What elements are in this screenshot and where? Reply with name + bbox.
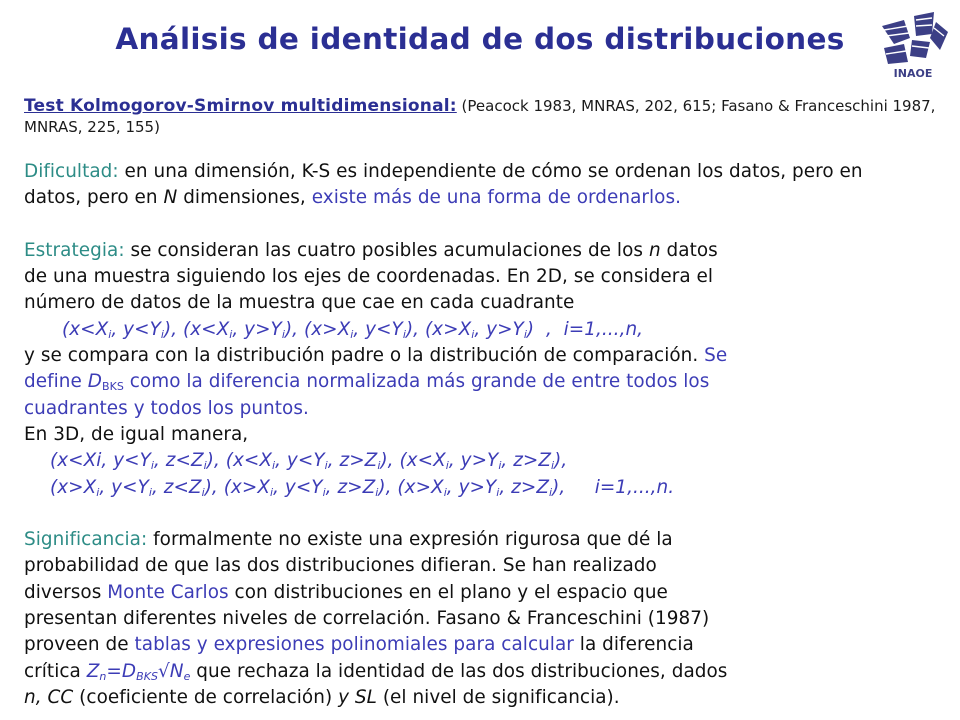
ks-reference	[24, 96, 944, 138]
logo-text: INAOE	[893, 67, 933, 80]
estrategia-line-5: y se compara con la distribución padre o la distribución de comparación. Se	[24, 345, 728, 367]
estrategia-line-7: cuadrantes y todos los puntos.	[24, 397, 309, 419]
significancia-label: Significancia:	[24, 529, 148, 551]
estrategia-line-3: número de datos de la muestra que cae en cada cuadrante	[24, 292, 575, 314]
ks-citation: (Peacock 1983, MNRAS, 202, 615; Fasano & Franceschini 1987, MNRAS, 225, 155)	[24, 97, 936, 136]
significancia-line-3: diversos Monte Carlos con distribuciones en el plano y el espacio que	[24, 581, 668, 603]
equation-2d: ($x<X_i$, $y<Y_i$), ($x<X_i$, $y>Y_i$), ($x>X_i$, $y<Y_i$), ($x>X_i$, $y>Y_i$) , i=1,...,n,	[62, 318, 644, 341]
estrategia-label: Estrategia:	[24, 239, 125, 261]
estrategia-line-1: Estrategia: se consideran las cuatro posibles acumulaciones de los n datos	[24, 239, 718, 261]
slide-title: Análisis de identidad de dos distribuciones	[115, 22, 845, 56]
estrategia-line-2: de una muestra siguiendo los ejes de coordenadas. En 2D, se considera el	[24, 266, 714, 288]
significancia-line-5: proveen de tablas y expresiones polinomiales para calcular la diferencia	[24, 634, 694, 656]
dificultad-line-2: datos, pero en N dimensiones, existe más de una forma de ordenarlos.	[24, 187, 682, 209]
significancia-line-6: crítica $Z_n=D_{BKS}√N_e$ que rechaza la identidad de las dos distribuciones, dados	[24, 660, 728, 683]
ks-heading: Test Kolmogorov-Smirnov multidimensional:	[24, 96, 457, 116]
equation-3d-1: (x<Xi, $y<Y_i$, $z<Z_i$), ($x<X_i$, $y<Y_i$, $z>Z_i$), ($x<X_i$, $y>Y_i$, $z>Z_i$),	[50, 450, 568, 473]
significancia-line-4: presentan diferentes niveles de correlación. Fasano & Franceschini (1987)	[24, 608, 710, 630]
estrategia-line-8: En 3D, de igual manera,	[24, 423, 249, 445]
significancia-line-7: n, CC (coeficiente de correlación) y SL (el nivel de significancia).	[24, 686, 620, 708]
dificultad-label: Dificultad:	[24, 161, 119, 182]
equation-3d-2: ($x>X_i$, $y<Y_i$, $z<Z_i$), ($x>X_i$, $y<Y_i$, $z>Z_i$), ($x>X_i$, $y>Y_i$, $z>Z_i$), i=1,...,n.	[50, 476, 675, 499]
significancia-line-1: Significancia: formalmente no existe una expresión rigurosa que dé la	[24, 529, 673, 551]
inaoe-logo-icon	[874, 8, 952, 82]
dificultad-line-1: Dificultad: en una dimensión, K-S es independiente de cómo se ordenan los datos, pero en	[24, 161, 863, 182]
slide-body	[24, 159, 944, 711]
estrategia-line-6: define $D_{BKS}$ como la diferencia normalizada más grande de entre todos los	[24, 371, 710, 394]
significancia-line-2: probabilidad de que las dos distribuciones difieran. Se han realizado	[24, 555, 657, 577]
